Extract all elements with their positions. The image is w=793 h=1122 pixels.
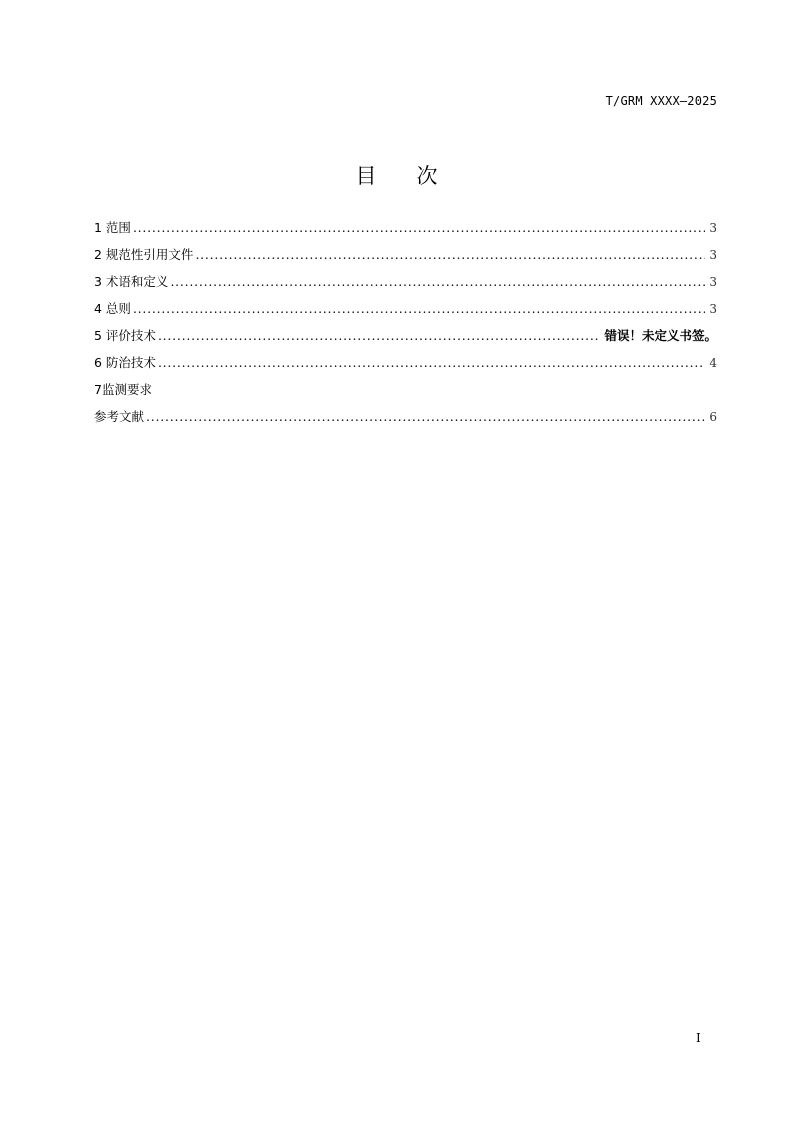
toc-list	[94, 218, 717, 434]
document-code: T/GRM XXXX—2025	[605, 94, 717, 108]
toc-leader-dots	[158, 355, 705, 370]
toc-leader-dots	[170, 274, 705, 289]
toc-leader-dots	[133, 220, 705, 235]
toc-entry-page: 6	[709, 410, 717, 424]
toc-entry-bookmark-error: 错误！未定义书签。	[604, 328, 717, 343]
toc-entry-label: 5 评价技术	[94, 328, 156, 343]
toc-entry-label: 6 防治技术	[94, 355, 156, 370]
toc-entry-label: 2 规范性引用文件	[94, 247, 194, 262]
toc-leader-dots	[158, 328, 601, 343]
toc-leader-dots	[195, 247, 705, 262]
toc-entry-scope[interactable]	[94, 218, 717, 245]
toc-entry-monitoring-requirements[interactable]	[94, 380, 717, 407]
page-number: I	[696, 1031, 701, 1045]
toc-entry-page: 3	[709, 302, 717, 316]
toc-title: 目次	[355, 164, 478, 188]
toc-entry-label: 1 范围	[94, 220, 131, 235]
toc-entry-page: 4	[709, 356, 717, 370]
toc-entry-label: 4 总则	[94, 301, 131, 316]
toc-entry-page: 3	[709, 221, 717, 235]
toc-entry-page: 3	[709, 248, 717, 262]
toc-leader-dots	[133, 301, 705, 316]
toc-entry-label: 7监测要求	[94, 382, 152, 397]
toc-entry-label: 3 术语和定义	[94, 274, 169, 289]
toc-entry-general-rules[interactable]	[94, 299, 717, 326]
toc-entry-normative-references[interactable]	[94, 245, 717, 272]
toc-entry-prevention-techniques[interactable]	[94, 353, 717, 380]
toc-entry-page: 3	[709, 275, 717, 289]
toc-entry-label: 参考文献	[94, 409, 145, 424]
toc-entry-evaluation-techniques[interactable]	[94, 326, 717, 353]
toc-entry-terms-definitions[interactable]	[94, 272, 717, 299]
toc-leader-dots	[146, 409, 705, 424]
toc-entry-references[interactable]	[94, 407, 717, 434]
